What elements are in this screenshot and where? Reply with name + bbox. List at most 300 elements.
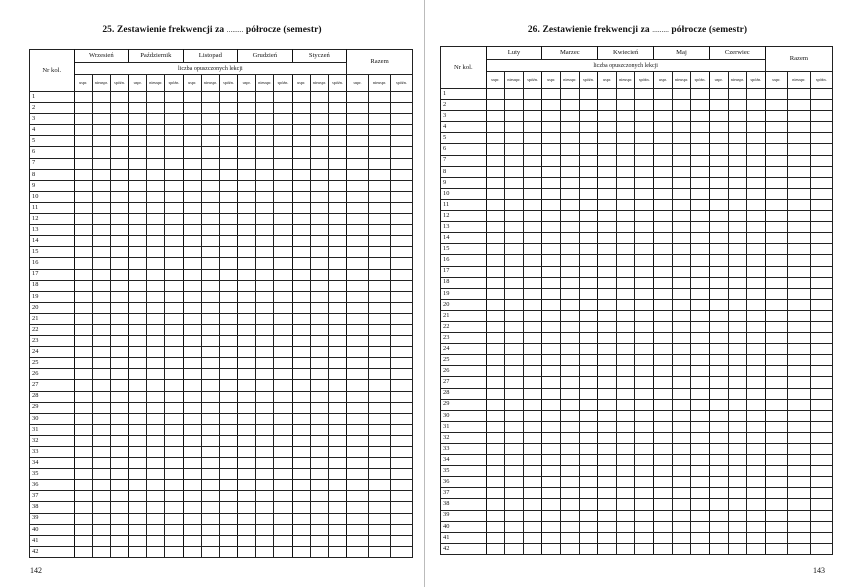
entry-cell[interactable]	[654, 255, 673, 266]
entry-cell[interactable]	[274, 347, 292, 358]
entry-cell[interactable]	[219, 147, 237, 158]
entry-cell[interactable]	[672, 488, 691, 499]
entry-cell[interactable]	[635, 100, 654, 111]
entry-cell[interactable]	[238, 302, 256, 313]
entry-cell[interactable]	[654, 222, 673, 233]
entry-cell[interactable]	[292, 447, 310, 458]
entry-cell[interactable]	[390, 158, 412, 169]
entry-cell[interactable]	[616, 310, 635, 321]
entry-cell[interactable]	[561, 111, 580, 122]
entry-cell[interactable]	[165, 236, 183, 247]
entry-cell[interactable]	[579, 122, 598, 133]
entry-cell[interactable]	[810, 89, 832, 100]
entry-cell[interactable]	[390, 491, 412, 502]
entry-cell[interactable]	[523, 177, 542, 188]
entry-cell[interactable]	[505, 266, 524, 277]
entry-cell[interactable]	[709, 288, 728, 299]
entry-cell[interactable]	[74, 291, 92, 302]
entry-cell[interactable]	[238, 502, 256, 513]
entry-cell[interactable]	[505, 111, 524, 122]
entry-cell[interactable]	[347, 347, 369, 358]
entry-cell[interactable]	[347, 524, 369, 535]
entry-cell[interactable]	[147, 247, 165, 258]
entry-cell[interactable]	[390, 447, 412, 458]
entry-cell[interactable]	[256, 491, 274, 502]
entry-cell[interactable]	[219, 225, 237, 236]
entry-cell[interactable]	[523, 377, 542, 388]
entry-cell[interactable]	[110, 435, 128, 446]
entry-cell[interactable]	[274, 358, 292, 369]
entry-cell[interactable]	[256, 291, 274, 302]
entry-cell[interactable]	[292, 169, 310, 180]
entry-cell[interactable]	[201, 103, 219, 114]
entry-cell[interactable]	[292, 103, 310, 114]
entry-cell[interactable]	[709, 111, 728, 122]
entry-cell[interactable]	[201, 258, 219, 269]
entry-cell[interactable]	[542, 444, 561, 455]
entry-cell[interactable]	[238, 480, 256, 491]
entry-cell[interactable]	[672, 521, 691, 532]
entry-cell[interactable]	[709, 266, 728, 277]
entry-cell[interactable]	[347, 236, 369, 247]
entry-cell[interactable]	[542, 266, 561, 277]
entry-cell[interactable]	[691, 155, 710, 166]
entry-cell[interactable]	[542, 488, 561, 499]
entry-cell[interactable]	[523, 144, 542, 155]
entry-cell[interactable]	[110, 424, 128, 435]
entry-cell[interactable]	[147, 180, 165, 191]
entry-cell[interactable]	[691, 89, 710, 100]
entry-cell[interactable]	[310, 136, 328, 147]
entry-cell[interactable]	[328, 402, 346, 413]
entry-cell[interactable]	[201, 125, 219, 136]
entry-cell[interactable]	[635, 333, 654, 344]
entry-cell[interactable]	[709, 321, 728, 332]
entry-cell[interactable]	[691, 333, 710, 344]
entry-cell[interactable]	[542, 155, 561, 166]
entry-cell[interactable]	[92, 491, 110, 502]
entry-cell[interactable]	[310, 336, 328, 347]
entry-cell[interactable]	[654, 211, 673, 222]
entry-cell[interactable]	[616, 377, 635, 388]
entry-cell[interactable]	[709, 432, 728, 443]
entry-cell[interactable]	[183, 380, 201, 391]
entry-cell[interactable]	[347, 258, 369, 269]
entry-cell[interactable]	[728, 366, 747, 377]
entry-cell[interactable]	[788, 477, 810, 488]
entry-cell[interactable]	[201, 358, 219, 369]
entry-cell[interactable]	[788, 233, 810, 244]
entry-cell[interactable]	[201, 324, 219, 335]
entry-cell[interactable]	[274, 258, 292, 269]
entry-cell[interactable]	[598, 477, 617, 488]
entry-cell[interactable]	[147, 313, 165, 324]
entry-cell[interactable]	[765, 177, 787, 188]
entry-cell[interactable]	[635, 521, 654, 532]
entry-cell[interactable]	[505, 222, 524, 233]
entry-cell[interactable]	[616, 244, 635, 255]
entry-cell[interactable]	[616, 199, 635, 210]
entry-cell[interactable]	[561, 377, 580, 388]
entry-cell[interactable]	[486, 266, 505, 277]
entry-cell[interactable]	[219, 236, 237, 247]
entry-cell[interactable]	[219, 369, 237, 380]
entry-cell[interactable]	[74, 302, 92, 313]
entry-cell[interactable]	[616, 488, 635, 499]
entry-cell[interactable]	[74, 480, 92, 491]
entry-cell[interactable]	[219, 269, 237, 280]
entry-cell[interactable]	[219, 491, 237, 502]
entry-cell[interactable]	[183, 158, 201, 169]
entry-cell[interactable]	[274, 114, 292, 125]
entry-cell[interactable]	[505, 299, 524, 310]
entry-cell[interactable]	[579, 366, 598, 377]
entry-cell[interactable]	[74, 247, 92, 258]
entry-cell[interactable]	[201, 336, 219, 347]
entry-cell[interactable]	[110, 380, 128, 391]
entry-cell[interactable]	[672, 299, 691, 310]
entry-cell[interactable]	[672, 199, 691, 210]
entry-cell[interactable]	[810, 166, 832, 177]
entry-cell[interactable]	[654, 333, 673, 344]
entry-cell[interactable]	[219, 136, 237, 147]
entry-cell[interactable]	[728, 144, 747, 155]
entry-cell[interactable]	[523, 199, 542, 210]
entry-cell[interactable]	[347, 413, 369, 424]
entry-cell[interactable]	[328, 247, 346, 258]
entry-cell[interactable]	[635, 455, 654, 466]
entry-cell[interactable]	[747, 299, 766, 310]
entry-cell[interactable]	[579, 277, 598, 288]
entry-cell[interactable]	[129, 225, 147, 236]
entry-cell[interactable]	[147, 347, 165, 358]
entry-cell[interactable]	[110, 158, 128, 169]
entry-cell[interactable]	[523, 432, 542, 443]
entry-cell[interactable]	[747, 211, 766, 222]
entry-cell[interactable]	[709, 477, 728, 488]
entry-cell[interactable]	[328, 347, 346, 358]
entry-cell[interactable]	[369, 158, 391, 169]
entry-cell[interactable]	[129, 247, 147, 258]
entry-cell[interactable]	[505, 333, 524, 344]
entry-cell[interactable]	[635, 499, 654, 510]
entry-cell[interactable]	[369, 280, 391, 291]
entry-cell[interactable]	[765, 388, 787, 399]
entry-cell[interactable]	[390, 92, 412, 103]
entry-cell[interactable]	[788, 410, 810, 421]
entry-cell[interactable]	[274, 469, 292, 480]
entry-cell[interactable]	[147, 413, 165, 424]
entry-cell[interactable]	[709, 310, 728, 321]
entry-cell[interactable]	[219, 191, 237, 202]
entry-cell[interactable]	[635, 199, 654, 210]
entry-cell[interactable]	[201, 435, 219, 446]
entry-cell[interactable]	[201, 447, 219, 458]
entry-cell[interactable]	[328, 546, 346, 557]
entry-cell[interactable]	[635, 355, 654, 366]
entry-cell[interactable]	[486, 388, 505, 399]
entry-cell[interactable]	[788, 277, 810, 288]
entry-cell[interactable]	[747, 477, 766, 488]
entry-cell[interactable]	[691, 344, 710, 355]
entry-cell[interactable]	[810, 188, 832, 199]
entry-cell[interactable]	[598, 100, 617, 111]
entry-cell[interactable]	[654, 444, 673, 455]
entry-cell[interactable]	[505, 244, 524, 255]
entry-cell[interactable]	[310, 92, 328, 103]
entry-cell[interactable]	[672, 421, 691, 432]
entry-cell[interactable]	[274, 502, 292, 513]
entry-cell[interactable]	[505, 499, 524, 510]
entry-cell[interactable]	[765, 499, 787, 510]
entry-cell[interactable]	[256, 447, 274, 458]
entry-cell[interactable]	[542, 399, 561, 410]
entry-cell[interactable]	[505, 521, 524, 532]
entry-cell[interactable]	[728, 344, 747, 355]
entry-cell[interactable]	[310, 380, 328, 391]
entry-cell[interactable]	[728, 543, 747, 554]
entry-cell[interactable]	[390, 424, 412, 435]
entry-cell[interactable]	[691, 277, 710, 288]
entry-cell[interactable]	[747, 166, 766, 177]
entry-cell[interactable]	[183, 435, 201, 446]
entry-cell[interactable]	[728, 410, 747, 421]
entry-cell[interactable]	[542, 421, 561, 432]
entry-cell[interactable]	[788, 321, 810, 332]
entry-cell[interactable]	[256, 247, 274, 258]
entry-cell[interactable]	[347, 324, 369, 335]
entry-cell[interactable]	[390, 125, 412, 136]
entry-cell[interactable]	[74, 158, 92, 169]
entry-cell[interactable]	[310, 402, 328, 413]
entry-cell[interactable]	[505, 177, 524, 188]
entry-cell[interactable]	[92, 480, 110, 491]
entry-cell[interactable]	[74, 424, 92, 435]
entry-cell[interactable]	[654, 100, 673, 111]
entry-cell[interactable]	[328, 513, 346, 524]
entry-cell[interactable]	[523, 155, 542, 166]
entry-cell[interactable]	[788, 89, 810, 100]
entry-cell[interactable]	[256, 225, 274, 236]
entry-cell[interactable]	[129, 236, 147, 247]
entry-cell[interactable]	[219, 469, 237, 480]
entry-cell[interactable]	[74, 258, 92, 269]
entry-cell[interactable]	[219, 413, 237, 424]
entry-cell[interactable]	[219, 214, 237, 225]
entry-cell[interactable]	[505, 100, 524, 111]
entry-cell[interactable]	[201, 313, 219, 324]
entry-cell[interactable]	[542, 255, 561, 266]
entry-cell[interactable]	[292, 147, 310, 158]
entry-cell[interactable]	[788, 366, 810, 377]
entry-cell[interactable]	[183, 247, 201, 258]
entry-cell[interactable]	[238, 513, 256, 524]
entry-cell[interactable]	[747, 277, 766, 288]
entry-cell[interactable]	[561, 255, 580, 266]
entry-cell[interactable]	[788, 388, 810, 399]
entry-cell[interactable]	[219, 502, 237, 513]
entry-cell[interactable]	[486, 488, 505, 499]
entry-cell[interactable]	[810, 388, 832, 399]
entry-cell[interactable]	[505, 377, 524, 388]
entry-cell[interactable]	[561, 233, 580, 244]
entry-cell[interactable]	[369, 347, 391, 358]
entry-cell[interactable]	[274, 136, 292, 147]
entry-cell[interactable]	[765, 100, 787, 111]
entry-cell[interactable]	[369, 424, 391, 435]
entry-cell[interactable]	[369, 447, 391, 458]
entry-cell[interactable]	[390, 225, 412, 236]
entry-cell[interactable]	[165, 435, 183, 446]
entry-cell[interactable]	[92, 103, 110, 114]
entry-cell[interactable]	[523, 466, 542, 477]
entry-cell[interactable]	[616, 233, 635, 244]
entry-cell[interactable]	[709, 122, 728, 133]
entry-cell[interactable]	[635, 177, 654, 188]
entry-cell[interactable]	[238, 269, 256, 280]
entry-cell[interactable]	[691, 133, 710, 144]
entry-cell[interactable]	[110, 114, 128, 125]
entry-cell[interactable]	[292, 513, 310, 524]
entry-cell[interactable]	[747, 188, 766, 199]
entry-cell[interactable]	[523, 188, 542, 199]
entry-cell[interactable]	[765, 188, 787, 199]
entry-cell[interactable]	[390, 280, 412, 291]
entry-cell[interactable]	[654, 321, 673, 332]
entry-cell[interactable]	[709, 233, 728, 244]
entry-cell[interactable]	[561, 288, 580, 299]
entry-cell[interactable]	[238, 391, 256, 402]
entry-cell[interactable]	[691, 488, 710, 499]
entry-cell[interactable]	[74, 513, 92, 524]
entry-cell[interactable]	[505, 444, 524, 455]
entry-cell[interactable]	[810, 222, 832, 233]
entry-cell[interactable]	[147, 169, 165, 180]
entry-cell[interactable]	[579, 499, 598, 510]
entry-cell[interactable]	[728, 321, 747, 332]
entry-cell[interactable]	[274, 169, 292, 180]
entry-cell[interactable]	[598, 310, 617, 321]
entry-cell[interactable]	[616, 499, 635, 510]
entry-cell[interactable]	[74, 269, 92, 280]
entry-cell[interactable]	[635, 155, 654, 166]
entry-cell[interactable]	[110, 180, 128, 191]
entry-cell[interactable]	[523, 122, 542, 133]
entry-cell[interactable]	[505, 477, 524, 488]
entry-cell[interactable]	[328, 191, 346, 202]
entry-cell[interactable]	[292, 546, 310, 557]
entry-cell[interactable]	[110, 225, 128, 236]
entry-cell[interactable]	[542, 321, 561, 332]
entry-cell[interactable]	[505, 233, 524, 244]
entry-cell[interactable]	[691, 355, 710, 366]
entry-cell[interactable]	[672, 532, 691, 543]
entry-cell[interactable]	[147, 103, 165, 114]
entry-cell[interactable]	[598, 188, 617, 199]
entry-cell[interactable]	[788, 122, 810, 133]
entry-cell[interactable]	[165, 524, 183, 535]
entry-cell[interactable]	[672, 144, 691, 155]
entry-cell[interactable]	[201, 424, 219, 435]
entry-cell[interactable]	[238, 125, 256, 136]
entry-cell[interactable]	[74, 92, 92, 103]
entry-cell[interactable]	[788, 244, 810, 255]
entry-cell[interactable]	[256, 158, 274, 169]
entry-cell[interactable]	[165, 458, 183, 469]
entry-cell[interactable]	[561, 122, 580, 133]
entry-cell[interactable]	[691, 432, 710, 443]
entry-cell[interactable]	[165, 502, 183, 513]
entry-cell[interactable]	[201, 291, 219, 302]
entry-cell[interactable]	[523, 421, 542, 432]
entry-cell[interactable]	[390, 202, 412, 213]
entry-cell[interactable]	[579, 177, 598, 188]
entry-cell[interactable]	[183, 114, 201, 125]
entry-cell[interactable]	[310, 114, 328, 125]
entry-cell[interactable]	[709, 532, 728, 543]
entry-cell[interactable]	[810, 288, 832, 299]
entry-cell[interactable]	[147, 458, 165, 469]
entry-cell[interactable]	[165, 225, 183, 236]
entry-cell[interactable]	[810, 299, 832, 310]
entry-cell[interactable]	[523, 111, 542, 122]
entry-cell[interactable]	[747, 532, 766, 543]
entry-cell[interactable]	[598, 155, 617, 166]
entry-cell[interactable]	[579, 255, 598, 266]
entry-cell[interactable]	[256, 358, 274, 369]
entry-cell[interactable]	[561, 100, 580, 111]
entry-cell[interactable]	[256, 280, 274, 291]
entry-cell[interactable]	[390, 546, 412, 557]
entry-cell[interactable]	[810, 310, 832, 321]
entry-cell[interactable]	[765, 344, 787, 355]
entry-cell[interactable]	[579, 333, 598, 344]
entry-cell[interactable]	[765, 310, 787, 321]
entry-cell[interactable]	[147, 447, 165, 458]
entry-cell[interactable]	[219, 202, 237, 213]
entry-cell[interactable]	[328, 291, 346, 302]
entry-cell[interactable]	[505, 144, 524, 155]
entry-cell[interactable]	[728, 377, 747, 388]
entry-cell[interactable]	[219, 535, 237, 546]
entry-cell[interactable]	[219, 291, 237, 302]
entry-cell[interactable]	[654, 521, 673, 532]
entry-cell[interactable]	[747, 510, 766, 521]
entry-cell[interactable]	[219, 458, 237, 469]
entry-cell[interactable]	[165, 513, 183, 524]
entry-cell[interactable]	[274, 269, 292, 280]
entry-cell[interactable]	[635, 133, 654, 144]
entry-cell[interactable]	[788, 499, 810, 510]
entry-cell[interactable]	[74, 180, 92, 191]
entry-cell[interactable]	[691, 244, 710, 255]
entry-cell[interactable]	[810, 321, 832, 332]
entry-cell[interactable]	[523, 310, 542, 321]
entry-cell[interactable]	[486, 100, 505, 111]
entry-cell[interactable]	[765, 543, 787, 554]
entry-cell[interactable]	[765, 455, 787, 466]
entry-cell[interactable]	[486, 211, 505, 222]
entry-cell[interactable]	[728, 155, 747, 166]
entry-cell[interactable]	[616, 100, 635, 111]
entry-cell[interactable]	[616, 455, 635, 466]
entry-cell[interactable]	[347, 391, 369, 402]
entry-cell[interactable]	[147, 147, 165, 158]
entry-cell[interactable]	[238, 202, 256, 213]
entry-cell[interactable]	[147, 513, 165, 524]
entry-cell[interactable]	[74, 125, 92, 136]
entry-cell[interactable]	[110, 480, 128, 491]
